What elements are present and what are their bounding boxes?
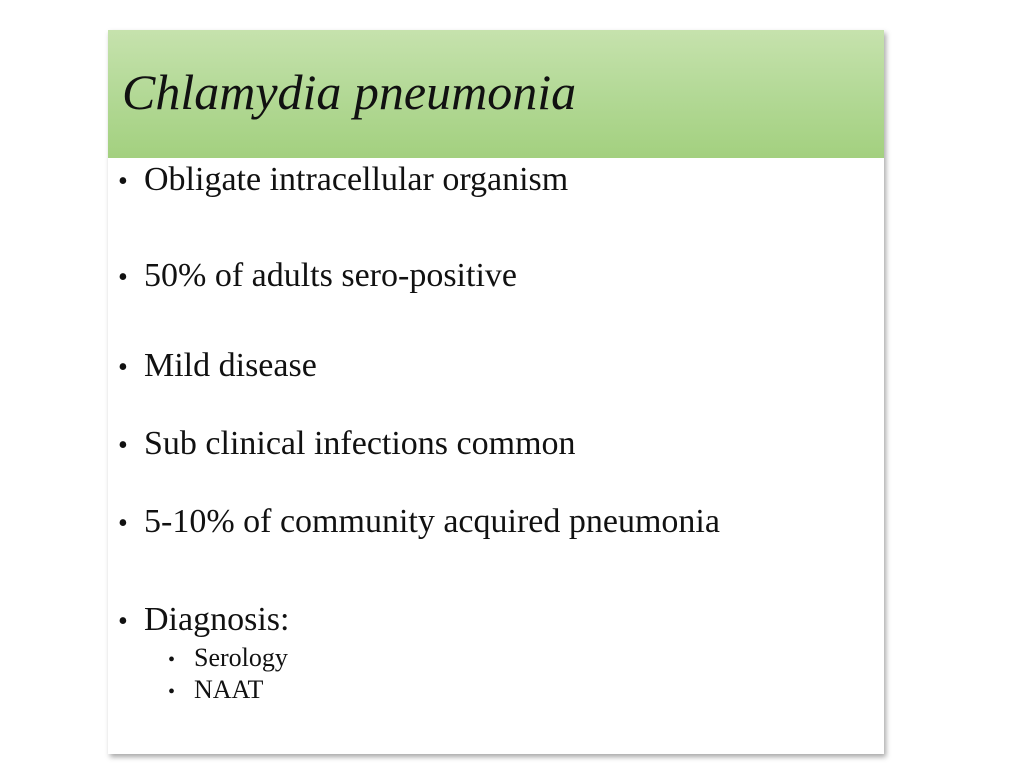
bullet-item [118, 502, 720, 544]
bullet-item [118, 346, 317, 388]
bullet-text: Sub clinical infections common [144, 425, 576, 462]
bullet-dot-icon: • [118, 166, 128, 197]
bullet-text: Obligate intracellular organism [144, 161, 569, 198]
bullet-dot-icon: • [118, 508, 128, 539]
bullet-dot-icon: • [118, 430, 128, 461]
bullet-text: 50% of adults sero-positive [144, 257, 517, 294]
slide-body [108, 158, 884, 754]
sub-bullet-item [168, 674, 263, 708]
sub-bullet-dot-icon: • [168, 649, 176, 671]
bullet-text: Diagnosis: [144, 601, 290, 638]
bullet-item [118, 424, 576, 466]
sub-bullet-text: NAAT [194, 675, 264, 704]
bullet-text: Mild disease [144, 347, 317, 384]
sub-bullet-dot-icon: • [168, 681, 176, 703]
title-bar [108, 30, 884, 158]
sub-bullet-item [168, 642, 288, 676]
bullet-item [118, 160, 568, 202]
bullet-item [118, 600, 289, 642]
sub-bullet-text: Serology [194, 643, 288, 672]
bullet-dot-icon: • [118, 352, 128, 383]
bullet-dot-icon: • [118, 262, 128, 293]
bullet-text: 5-10% of community acquired pneumonia [144, 503, 720, 540]
bullet-item [118, 256, 517, 298]
slide-title: Chlamydia pneumonia [122, 64, 577, 120]
bullet-dot-icon: • [118, 606, 128, 637]
slide-card [108, 30, 884, 754]
